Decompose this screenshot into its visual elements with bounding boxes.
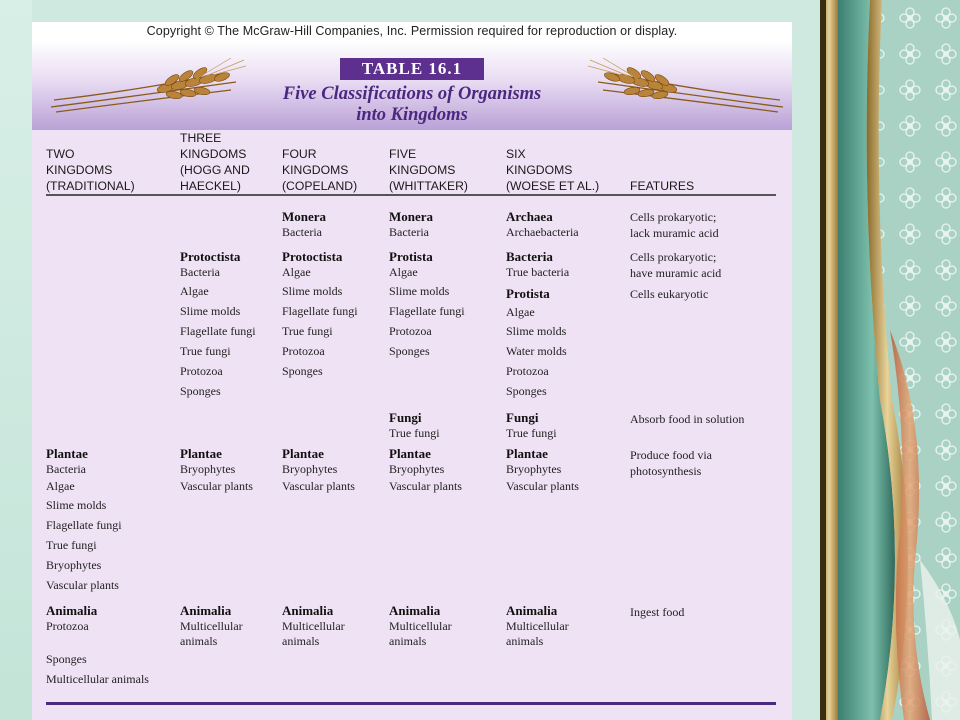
five-protista: Protista Algae Slime molds Flagellate fungi Protozoa Sponges [389,249,465,358]
four-plantae: Plantae Bryophytes Vascular plants [282,446,355,493]
six-fungi: Fungi True fungi [506,410,557,440]
three-plantae: Plantae Bryophytes Vascular plants [180,446,253,493]
four-monera: Monera Bacteria [282,209,327,239]
header-five-kingdoms: FIVE KINGDOMS (WHITTAKER) [389,147,468,193]
four-protoctista: Protoctista Algae Slime molds Flagellate fungi True fungi Protozoa Sponges [282,249,358,378]
table-title-line-2: into Kingdoms [356,105,468,125]
header-three-kingdoms: THREE KINGDOMS (HOGG AND HAECKEL) [180,131,250,193]
feature-plantae: Produce food via photosynthesis [630,448,712,478]
left-margin-background [0,0,32,720]
table-number: TABLE 16.1 [340,58,484,80]
table-title [232,84,592,126]
feature-fungi: Absorb food in solution [630,412,745,426]
two-plantae: Plantae Bacteria Algae Slime molds Flagellate fungi True fungi Bryophytes Vascular plants [46,446,122,592]
decorative-border [820,0,960,720]
header-divider [46,194,776,196]
wheat-left-icon [46,52,246,122]
three-animalia: Animalia Multicellular animals [180,603,243,648]
three-protoctista: Protoctista Bacteria Algae Slime molds Flagellate fungi True fungi Protozoa Sponges [180,249,256,398]
six-bacteria: Bacteria True bacteria [506,249,570,279]
five-plantae: Plantae Bryophytes Vascular plants [389,446,462,493]
header-two-kingdoms: TWO KINGDOMS (TRADITIONAL) [46,147,135,193]
header-four-kingdoms: FOUR KINGDOMS (COPELAND) [282,147,358,193]
header-six-kingdoms: SIX KINGDOMS (WOESE ET AL.) [506,147,600,193]
five-monera: Monera Bacteria [389,209,434,239]
feature-bacteria: Cells prokaryotic; have muramic acid [630,250,722,280]
copyright-notice: Copyright © The McGraw-Hill Companies, Inc. Permission required for reproduction or display. [32,22,792,40]
four-animalia: Animalia Multicellular animals [282,603,345,648]
six-animalia: Animalia Multicellular animals [506,603,569,648]
header-features: FEATURES [630,179,695,193]
title-banner [32,40,792,130]
six-protista: Protista Algae Slime molds Water molds Protozoa Sponges [506,286,567,398]
table-title-line-1: Five Classifications of Organisms [282,84,542,104]
feature-protista: Cells eukaryotic [630,287,709,301]
wheat-right-icon [588,52,788,122]
bottom-divider [46,702,776,705]
slide-content [32,22,792,720]
five-fungi: Fungi True fungi [389,410,440,440]
feature-archaea: Cells prokaryotic; lack muramic acid [630,210,719,240]
five-animalia: Animalia Multicellular animals [389,603,452,648]
feature-animalia: Ingest food [630,605,685,619]
six-plantae: Plantae Bryophytes Vascular plants [506,446,579,493]
two-animalia: Animalia Protozoa Sponges Multicellular animals [46,603,149,686]
six-archaea: Archaea Archaebacteria [506,209,579,239]
